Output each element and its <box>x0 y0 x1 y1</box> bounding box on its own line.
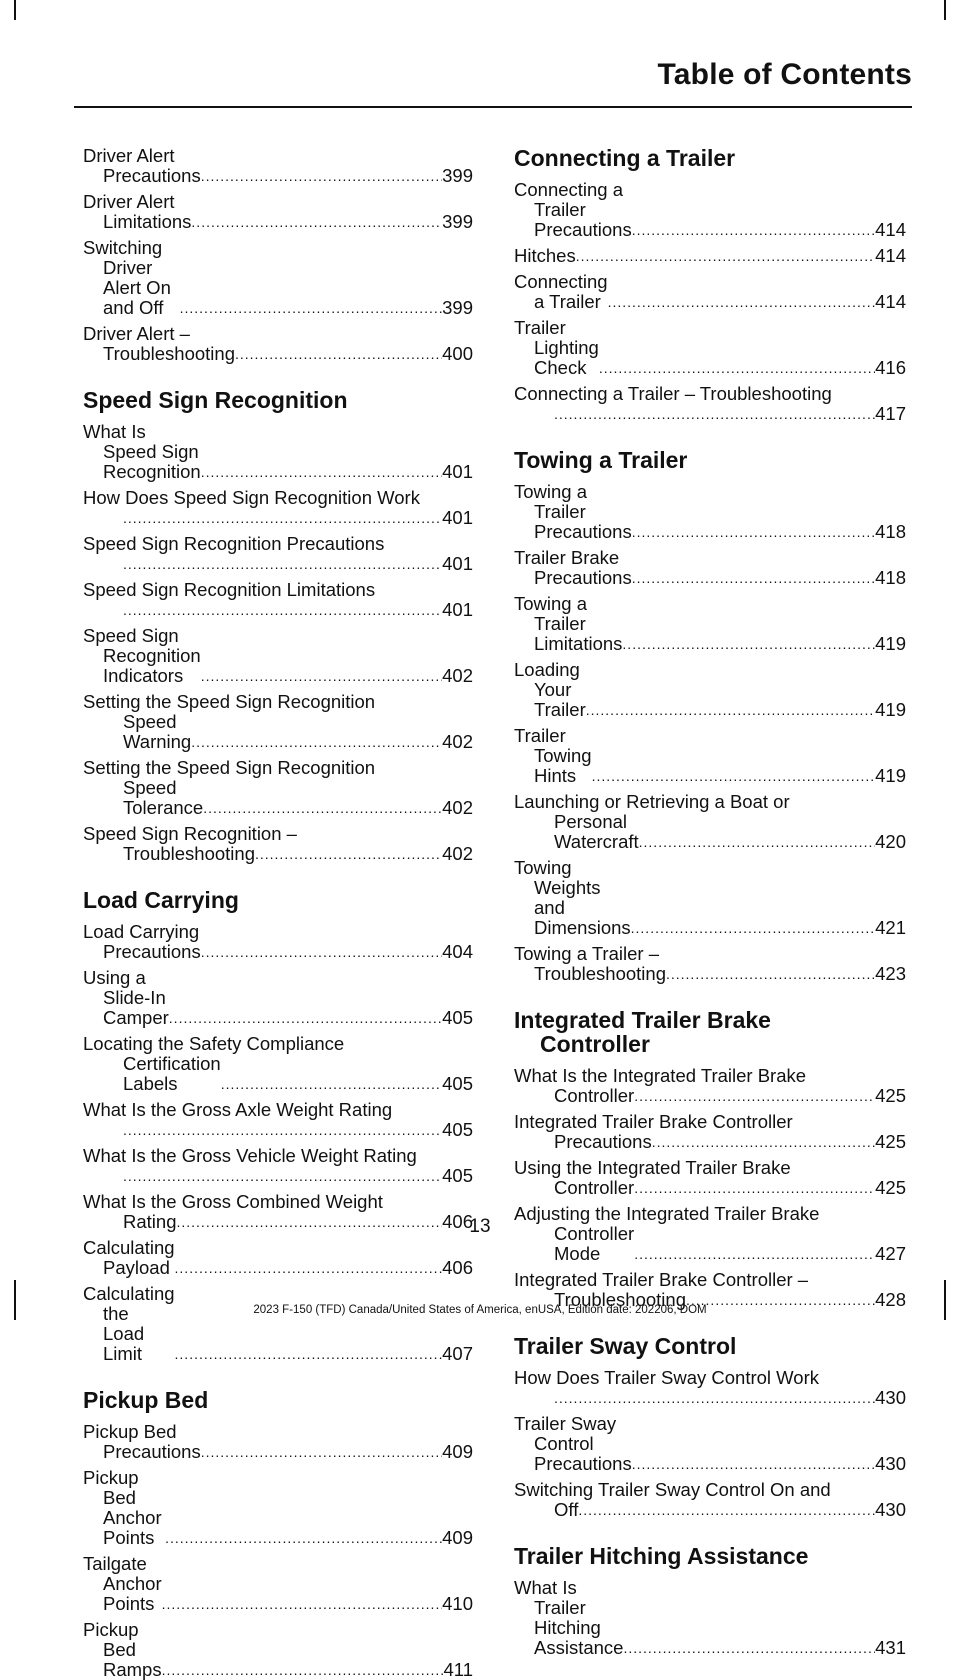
toc-entry[interactable] <box>514 792 906 852</box>
toc-entry-title: Setting the Speed Sign Recognition <box>83 691 376 712</box>
toc-entry-page: 405 <box>442 1165 473 1186</box>
section-heading-towing-a-trailer: Towing a Trailer <box>514 447 688 473</box>
toc-entry-title: Towing a Trailer – Troubleshooting <box>514 943 666 984</box>
toc-entry-title: What Is Speed Sign Recognition <box>83 421 201 482</box>
toc-entry-title: Connecting a Trailer Precautions <box>514 179 632 240</box>
toc-entry[interactable] <box>514 1158 906 1198</box>
leader-dots <box>639 832 875 852</box>
toc-entry-page: 418 <box>875 521 906 542</box>
toc-entry-page: 420 <box>875 831 906 852</box>
leader-dots <box>554 1388 875 1408</box>
leader-dots <box>175 1258 443 1278</box>
toc-entry-title: Pickup Bed Precautions <box>83 1421 201 1462</box>
toc-entry[interactable] <box>83 324 473 364</box>
toc-entry[interactable] <box>83 1422 473 1462</box>
toc-entry-title-cont: Controller <box>554 1085 635 1106</box>
toc-entry-page: 419 <box>875 633 906 654</box>
toc-entry[interactable] <box>514 246 906 266</box>
crop-mark <box>14 0 16 20</box>
toc-entry-title: What Is the Gross Vehicle Weight Rating <box>83 1145 417 1166</box>
toc-entry-title: Trailer Towing Hints <box>514 725 592 786</box>
toc-entry-title: Locating the Safety Compliance <box>83 1033 345 1054</box>
toc-entry-title-cont: Personal Watercraft <box>554 811 639 852</box>
toc-entry-title: Pickup Bed Anchor Points <box>83 1467 162 1548</box>
toc-entry[interactable] <box>83 922 473 962</box>
toc-entry-title: Calculating the Load Limit <box>83 1283 175 1364</box>
toc-entry-page: 401 <box>442 553 473 574</box>
leader-dots <box>632 220 875 240</box>
section-heading-line1: Integrated Trailer Brake <box>514 1007 771 1033</box>
toc-entry-title: Trailer Sway Control Precautions <box>514 1413 632 1474</box>
section-heading-load-carrying: Load Carrying <box>83 887 239 913</box>
leader-dots <box>221 1074 442 1094</box>
toc-entry-title: Trailer Brake Precautions <box>514 547 632 588</box>
toc-left-column <box>83 146 473 1680</box>
toc-entry-title: How Does Speed Sign Recognition Work <box>83 487 420 508</box>
toc-entry[interactable] <box>83 1146 473 1186</box>
leader-dots <box>165 1528 442 1548</box>
toc-entry-page: 414 <box>875 219 906 240</box>
toc-entry-page: 428 <box>875 1289 906 1310</box>
toc-entry-page: 409 <box>442 1441 473 1462</box>
toc-entry-title: Speed Sign Recognition Indicators <box>83 625 201 686</box>
toc-entry-page: 414 <box>875 245 906 266</box>
toc-entry-title: Pickup Bed Ramps <box>83 1619 162 1680</box>
leader-dots <box>652 1132 875 1152</box>
toc-entry-title: Loading Your Trailer <box>514 659 586 720</box>
toc-entry-page: 409 <box>442 1527 473 1548</box>
leader-dots <box>201 942 442 962</box>
toc-entry-page: 400 <box>442 343 473 364</box>
section-heading-connecting-a-trailer: Connecting a Trailer <box>514 145 736 171</box>
toc-entry-page: 430 <box>875 1453 906 1474</box>
leader-dots <box>623 1638 875 1658</box>
toc-entry-title: Towing a Trailer Limitations <box>514 593 623 654</box>
toc-entry[interactable] <box>83 968 473 1028</box>
leader-dots <box>576 246 875 266</box>
toc-entry-page: 404 <box>442 941 473 962</box>
toc-entry-page: 402 <box>442 797 473 818</box>
leader-dots <box>554 404 875 424</box>
toc-entry-title-cont: Rating <box>123 1211 177 1232</box>
toc-entry[interactable] <box>514 1414 906 1474</box>
toc-entry-page: 402 <box>442 665 473 686</box>
toc-entry-title: Setting the Speed Sign Recognition <box>83 757 376 778</box>
leader-dots <box>634 1178 875 1198</box>
toc-entry-title-cont: Troubleshooting <box>123 843 255 864</box>
toc-entry[interactable] <box>83 534 473 574</box>
leader-dots <box>632 1454 875 1474</box>
toc-entry[interactable] <box>514 1368 906 1408</box>
toc-entry[interactable] <box>83 238 473 318</box>
toc-entry-page: 423 <box>875 963 906 984</box>
toc-entry-page: 401 <box>442 461 473 482</box>
leader-dots <box>631 918 875 938</box>
leader-dots <box>586 700 875 720</box>
leader-dots <box>169 1008 442 1028</box>
toc-entry-title-cont: Certification Labels <box>123 1053 221 1094</box>
toc-entry-title: Speed Sign Recognition Limitations <box>83 579 376 600</box>
toc-entry[interactable] <box>83 692 473 752</box>
toc-entry-title: How Does Trailer Sway Control Work <box>514 1367 819 1388</box>
toc-entry-title: Switching Trailer Sway Control On and <box>514 1479 831 1500</box>
toc-entry[interactable] <box>83 824 473 864</box>
toc-entry-page: 425 <box>875 1085 906 1106</box>
toc-entry[interactable] <box>514 318 906 378</box>
toc-entry-page: 407 <box>442 1343 473 1364</box>
leader-dots <box>201 666 442 686</box>
toc-entry[interactable] <box>514 180 906 240</box>
toc-entry-page: 405 <box>442 1119 473 1140</box>
toc-entry-page: 411 <box>443 1659 473 1680</box>
toc-entry-title: Integrated Trailer Brake Controller <box>514 1111 793 1132</box>
leader-dots <box>608 292 876 312</box>
toc-entry-page: 431 <box>875 1637 906 1658</box>
toc-entry[interactable] <box>83 488 473 528</box>
section-heading-trailer-sway-control: Trailer Sway Control <box>514 1333 737 1359</box>
toc-entry-page: 399 <box>442 211 473 232</box>
leader-dots <box>235 344 442 364</box>
leader-dots <box>123 600 442 620</box>
toc-entry-page: 414 <box>875 291 906 312</box>
toc-entry-title: Connecting a Trailer – Troubleshooting <box>514 383 832 404</box>
toc-entry-page: 405 <box>442 1007 473 1028</box>
toc-entry-title-cont: Controller Mode <box>554 1223 635 1264</box>
toc-entry-title: Switching Driver Alert On and Off <box>83 237 171 318</box>
leader-dots <box>666 964 875 984</box>
toc-entry-title: Tailgate Anchor Points <box>83 1553 162 1614</box>
toc-entry-title: Driver Alert – Troubleshooting <box>83 323 235 364</box>
toc-entry-page: 417 <box>875 403 906 424</box>
toc-entry-page: 419 <box>875 765 906 786</box>
toc-entry-page: 425 <box>875 1131 906 1152</box>
leader-dots <box>175 1344 443 1364</box>
toc-entry[interactable] <box>514 1066 906 1106</box>
leader-dots <box>255 844 442 864</box>
header-divider <box>74 106 912 108</box>
toc-entry[interactable] <box>83 1620 473 1680</box>
leader-dots <box>632 568 875 588</box>
toc-entry-title-cont: Speed Warning <box>123 711 192 752</box>
toc-right-column <box>514 146 906 1658</box>
toc-entry-title-cont: Precautions <box>554 1131 652 1152</box>
toc-entry-title: Load Carrying Precautions <box>83 921 201 962</box>
toc-entry[interactable] <box>83 146 473 186</box>
toc-entry-title: Towing Weights and Dimensions <box>514 857 631 938</box>
toc-entry-page: 410 <box>442 1593 473 1614</box>
section-heading-pickup-bed: Pickup Bed <box>83 1387 209 1413</box>
page-title: Table of Contents <box>657 58 912 91</box>
toc-entry-page: 421 <box>875 917 906 938</box>
toc-entry-title: Trailer Lighting Check <box>514 317 599 378</box>
toc-entry[interactable] <box>514 272 906 312</box>
toc-entry-title: What Is Trailer Hitching Assistance <box>514 1577 624 1658</box>
toc-entry-page: 430 <box>875 1499 906 1520</box>
toc-entry[interactable] <box>514 1480 906 1520</box>
toc-entry-page: 401 <box>442 599 473 620</box>
toc-entry-title: Hitches <box>514 245 576 266</box>
toc-entry-page: 399 <box>442 165 473 186</box>
toc-entry-title-cont: Troubleshooting <box>554 1289 686 1310</box>
toc-entry[interactable] <box>83 1100 473 1140</box>
leader-dots <box>622 634 875 654</box>
toc-entry[interactable] <box>514 858 906 938</box>
toc-entry-title: Speed Sign Recognition – <box>83 823 297 844</box>
leader-dots <box>191 732 442 752</box>
toc-entry-title: Using the Integrated Trailer Brake <box>514 1157 791 1178</box>
leader-dots <box>123 1120 442 1140</box>
leader-dots <box>162 1594 443 1614</box>
leader-dots <box>201 1442 442 1462</box>
toc-entry[interactable] <box>514 726 906 786</box>
toc-entry[interactable] <box>514 944 906 984</box>
toc-entry-title: Connecting a Trailer <box>514 271 608 312</box>
toc-entry[interactable] <box>514 548 906 588</box>
toc-entry-page: 406 <box>442 1211 473 1232</box>
toc-entry-page: 425 <box>875 1177 906 1198</box>
toc-entry-title: What Is the Gross Axle Weight Rating <box>83 1099 393 1120</box>
toc-entry[interactable] <box>83 1284 473 1364</box>
toc-entry[interactable] <box>83 758 473 818</box>
toc-entry-page: 405 <box>442 1073 473 1094</box>
leader-dots <box>201 166 442 186</box>
toc-entry[interactable] <box>83 1468 473 1548</box>
leader-dots <box>592 766 876 786</box>
toc-entry-page: 402 <box>442 843 473 864</box>
toc-entry-title: Driver Alert Limitations <box>83 191 192 232</box>
toc-entry-title: Adjusting the Integrated Trailer Brake <box>514 1203 820 1224</box>
toc-entry[interactable] <box>514 660 906 720</box>
toc-entry[interactable] <box>83 192 473 232</box>
toc-entry[interactable] <box>514 594 906 654</box>
toc-entry-page: 427 <box>875 1243 906 1264</box>
leader-dots <box>201 462 442 482</box>
toc-entry-page: 416 <box>875 357 906 378</box>
section-heading-speed-sign-recognition: Speed Sign Recognition <box>83 387 348 413</box>
leader-dots <box>162 1660 444 1680</box>
toc-entry[interactable] <box>83 1554 473 1614</box>
leader-dots <box>599 358 875 378</box>
leader-dots <box>634 1086 875 1106</box>
toc-entry[interactable] <box>83 580 473 620</box>
toc-entry-title: Using a Slide-In Camper <box>83 967 169 1028</box>
toc-entry-title-cont: Controller <box>554 1177 635 1198</box>
toc-entry[interactable] <box>514 1578 906 1658</box>
toc-entry[interactable] <box>514 1112 906 1152</box>
leader-dots <box>578 1500 875 1520</box>
toc-entry[interactable] <box>514 384 906 424</box>
toc-entry[interactable] <box>83 1238 473 1278</box>
page-number: 13 <box>469 1216 491 1237</box>
toc-entry-page: 418 <box>875 567 906 588</box>
leader-dots <box>634 1244 875 1264</box>
toc-entry-title: Towing a Trailer Precautions <box>514 481 632 542</box>
toc-entry[interactable] <box>83 626 473 686</box>
toc-entry-page: 401 <box>442 507 473 528</box>
toc-entry-title: Driver Alert Precautions <box>83 145 201 186</box>
toc-entry[interactable] <box>83 1034 473 1094</box>
leader-dots <box>123 508 442 528</box>
toc-entry-title: Speed Sign Recognition Precautions <box>83 533 385 554</box>
leader-dots <box>123 1166 442 1186</box>
toc-entry-title: What Is the Gross Combined Weight <box>83 1191 383 1212</box>
leader-dots <box>632 522 875 542</box>
section-heading-integrated-trailer-brake-controller <box>514 1008 906 1056</box>
toc-entry-title: Launching or Retrieving a Boat or <box>514 791 790 812</box>
toc-entry-page: 430 <box>875 1387 906 1408</box>
leader-dots <box>203 798 442 818</box>
toc-entry-page: 419 <box>875 699 906 720</box>
toc-entry-title-cont: Off <box>554 1499 579 1520</box>
toc-entry-page: 406 <box>442 1257 473 1278</box>
toc-entry[interactable] <box>514 482 906 542</box>
toc-entry-title: Integrated Trailer Brake Controller – <box>514 1269 809 1290</box>
toc-entry-page: 402 <box>442 731 473 752</box>
toc-entry-title: What Is the Integrated Trailer Brake <box>514 1065 807 1086</box>
toc-entry-page: 399 <box>442 297 473 318</box>
toc-entry-title: Calculating Payload <box>83 1237 175 1278</box>
toc-entry-title-cont: Speed Tolerance <box>123 777 204 818</box>
leader-dots <box>180 298 443 318</box>
section-heading-line2: Controller <box>540 1031 650 1057</box>
leader-dots <box>123 554 442 574</box>
leader-dots <box>191 212 442 232</box>
crop-mark <box>944 0 946 20</box>
section-heading-trailer-hitching-assistance: Trailer Hitching Assistance <box>514 1543 809 1569</box>
edition-footer: 2023 F-150 (TFD) Canada/United States of America, enUSA, Edition date: 202206, DOM <box>253 1304 707 1316</box>
toc-entry[interactable] <box>83 422 473 482</box>
